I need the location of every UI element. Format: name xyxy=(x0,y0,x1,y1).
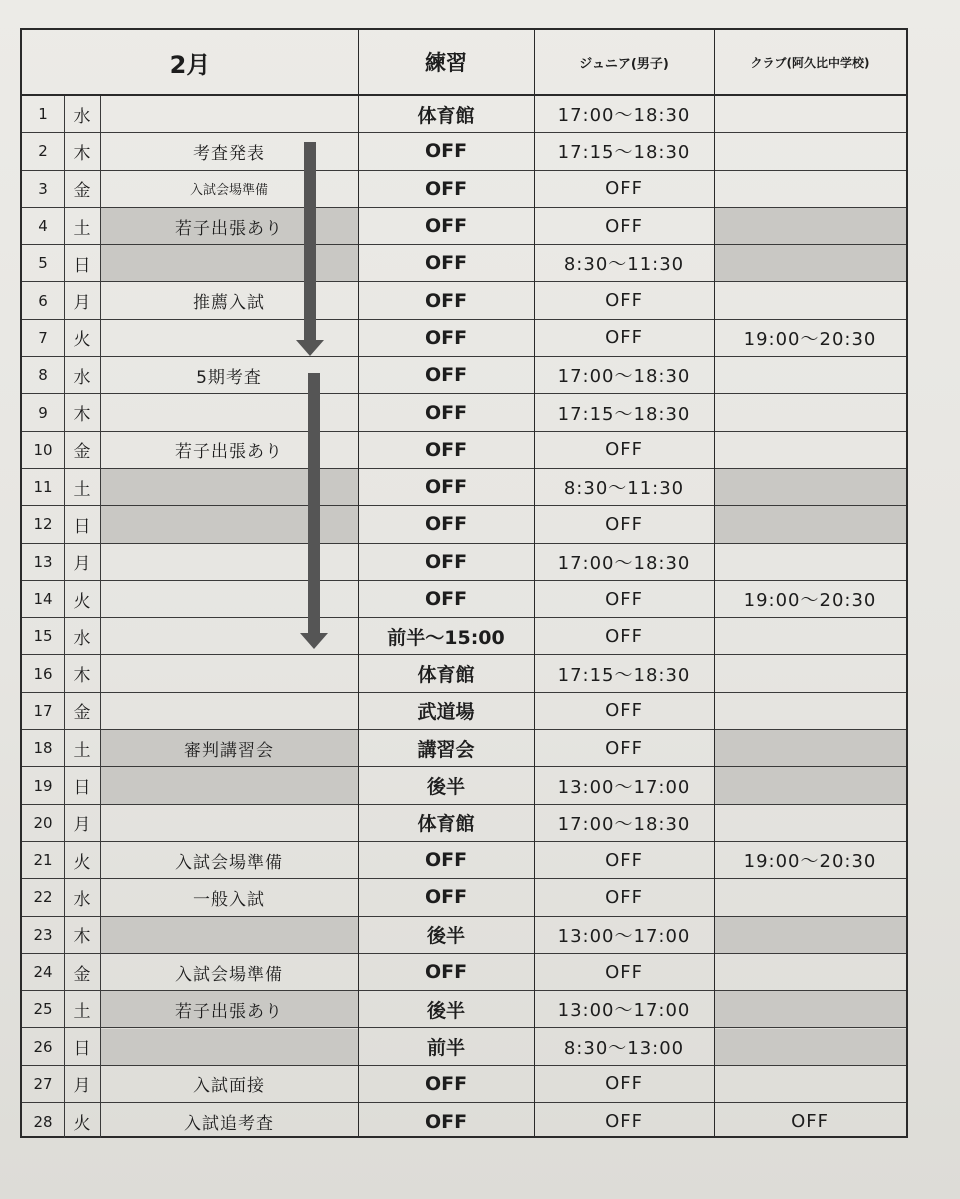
event-cell: 推薦入試 xyxy=(193,293,265,314)
club-cell xyxy=(714,917,906,953)
table-row xyxy=(22,954,906,991)
club-cell xyxy=(714,805,906,841)
junior-cell: 17:00〜18:30 xyxy=(557,366,691,388)
day-cell: 18 xyxy=(33,739,53,758)
junior-cell: 17:00〜18:30 xyxy=(557,552,691,574)
practice-cell: OFF xyxy=(424,588,468,611)
table-row xyxy=(22,879,906,916)
table-row xyxy=(22,1066,906,1103)
junior-cell: 17:15〜18:30 xyxy=(557,142,691,164)
practice-cell: OFF xyxy=(424,886,468,909)
club-cell: 19:00〜20:30 xyxy=(743,328,877,350)
header-month: 2月 xyxy=(169,50,211,79)
weekday-cell: 水 xyxy=(73,628,91,649)
junior-cell: OFF xyxy=(605,290,643,312)
club-cell xyxy=(714,618,906,654)
weekday-cell: 水 xyxy=(73,106,91,127)
table-row xyxy=(22,991,906,1028)
club-cell xyxy=(714,357,906,393)
club-cell xyxy=(714,693,906,729)
weekday-cell: 月 xyxy=(73,815,91,836)
weekday-cell: 土 xyxy=(73,218,91,239)
divider-event xyxy=(358,30,359,1136)
divider-practice xyxy=(534,30,535,1136)
day-cell: 17 xyxy=(33,701,53,720)
junior-cell: OFF xyxy=(605,886,643,908)
junior-cell: 8:30〜13:00 xyxy=(563,1037,685,1059)
table-row xyxy=(22,693,906,730)
club-cell: 19:00〜20:30 xyxy=(743,590,877,612)
club-cell: 19:00〜20:30 xyxy=(743,851,877,873)
event-cell xyxy=(100,693,358,729)
weekday-cell: 土 xyxy=(73,1001,91,1022)
day-cell: 15 xyxy=(33,627,53,646)
arrow-exam-period-2 xyxy=(308,373,320,635)
junior-cell: OFF xyxy=(605,849,643,871)
event-cell xyxy=(100,245,358,281)
weekday-cell: 木 xyxy=(73,405,91,426)
event-cell: 入試追考査 xyxy=(184,1114,274,1135)
event-cell: 入試会場準備 xyxy=(189,183,268,199)
weekday-cell: 土 xyxy=(73,479,91,500)
day-cell: 28 xyxy=(33,1112,53,1131)
weekday-cell: 月 xyxy=(73,554,91,575)
day-cell: 8 xyxy=(38,366,48,385)
day-cell: 10 xyxy=(33,440,53,459)
day-cell: 12 xyxy=(33,515,53,534)
day-cell: 11 xyxy=(33,478,53,497)
table-row xyxy=(22,656,906,693)
day-cell: 2 xyxy=(38,142,48,161)
junior-cell: OFF xyxy=(605,513,643,535)
club-cell xyxy=(714,991,906,1027)
event-cell xyxy=(100,96,358,132)
junior-cell: 8:30〜11:30 xyxy=(563,254,685,276)
event-cell: 一般入試 xyxy=(193,889,265,910)
table-row xyxy=(22,581,906,618)
weekday-cell: 金 xyxy=(73,181,91,202)
event-cell xyxy=(100,1029,358,1065)
club-cell xyxy=(714,171,906,207)
weekday-cell: 土 xyxy=(73,740,91,761)
event-cell: 入試面接 xyxy=(193,1076,265,1097)
practice-cell: 前半 xyxy=(426,1037,465,1060)
day-cell: 13 xyxy=(33,552,53,571)
practice-cell: 後半 xyxy=(426,999,465,1022)
practice-cell: 後半 xyxy=(426,776,465,799)
header-practice: 練習 xyxy=(425,51,467,75)
club-cell xyxy=(714,1066,906,1102)
divider-day xyxy=(64,96,65,1138)
weekday-cell: 火 xyxy=(73,330,91,351)
club-cell xyxy=(714,506,906,542)
event-cell: 審判講習会 xyxy=(184,740,274,761)
table-row xyxy=(22,1029,906,1066)
junior-cell: 13:00〜17:00 xyxy=(557,776,691,798)
practice-cell: 体育館 xyxy=(417,813,475,836)
event-cell: 若子出張あり xyxy=(175,1001,283,1022)
weekday-cell: 火 xyxy=(73,852,91,873)
practice-cell: 前半〜15:00 xyxy=(387,626,505,649)
day-cell: 6 xyxy=(38,291,48,310)
event-cell: 考査発表 xyxy=(193,143,265,164)
table-row xyxy=(22,767,906,804)
practice-cell: OFF xyxy=(424,961,468,984)
table-row xyxy=(22,805,906,842)
junior-cell: 13:00〜17:00 xyxy=(557,1000,691,1022)
club-cell: OFF xyxy=(791,1111,829,1133)
event-cell xyxy=(100,656,358,692)
practice-cell: 講習会 xyxy=(417,738,475,761)
junior-cell: 17:00〜18:30 xyxy=(557,813,691,835)
practice-cell: 体育館 xyxy=(417,104,475,127)
club-cell xyxy=(714,767,906,803)
weekday-cell: 日 xyxy=(73,255,91,276)
day-cell: 20 xyxy=(33,813,53,832)
day-cell: 22 xyxy=(33,888,53,907)
event-cell: 入試会場準備 xyxy=(175,852,283,873)
day-cell: 14 xyxy=(33,590,53,609)
club-cell xyxy=(714,730,906,766)
junior-cell: 17:15〜18:30 xyxy=(557,664,691,686)
day-cell: 5 xyxy=(38,254,48,273)
event-cell: 入試会場準備 xyxy=(175,964,283,985)
practice-cell: OFF xyxy=(424,252,468,275)
table-row xyxy=(22,208,906,245)
junior-cell: OFF xyxy=(605,1111,643,1133)
event-cell: 若子出張あり xyxy=(175,442,283,463)
practice-cell: OFF xyxy=(424,849,468,872)
event-cell: 若子出張あり xyxy=(175,218,283,239)
event-cell xyxy=(100,767,358,803)
arrow-exam-period-1 xyxy=(304,142,316,342)
table-row xyxy=(22,133,906,170)
day-cell: 1 xyxy=(38,105,48,124)
header-junior: ジュニア(男子) xyxy=(579,56,669,72)
junior-cell: 13:00〜17:00 xyxy=(557,925,691,947)
practice-cell: OFF xyxy=(424,326,468,349)
header-club: クラブ(阿久比中学校) xyxy=(750,55,870,70)
junior-cell: OFF xyxy=(605,1073,643,1095)
day-cell: 7 xyxy=(38,328,48,347)
practice-cell: 後半 xyxy=(426,925,465,948)
practice-cell: OFF xyxy=(424,438,468,461)
table-row xyxy=(22,245,906,282)
day-cell: 25 xyxy=(33,1000,53,1019)
junior-cell: 8:30〜11:30 xyxy=(563,478,685,500)
practice-cell: OFF xyxy=(424,289,468,312)
table-row xyxy=(22,544,906,581)
day-cell: 26 xyxy=(33,1037,53,1056)
event-cell xyxy=(100,917,358,953)
club-cell xyxy=(714,394,906,430)
junior-cell: 17:15〜18:30 xyxy=(557,403,691,425)
practice-cell: OFF xyxy=(424,1072,468,1095)
table-row xyxy=(22,1103,906,1140)
junior-cell: OFF xyxy=(605,439,643,461)
table-header-row xyxy=(22,30,906,96)
table-row xyxy=(22,842,906,879)
junior-cell: OFF xyxy=(605,178,643,200)
divider-junior xyxy=(714,30,715,1136)
club-cell xyxy=(714,432,906,468)
weekday-cell: 金 xyxy=(73,964,91,985)
day-cell: 3 xyxy=(38,179,48,198)
junior-cell: OFF xyxy=(605,737,643,759)
day-cell: 27 xyxy=(33,1074,53,1093)
table-row xyxy=(22,171,906,208)
table-row xyxy=(22,96,906,133)
table-row xyxy=(22,394,906,431)
day-cell: 23 xyxy=(33,925,53,944)
weekday-cell: 木 xyxy=(73,666,91,687)
weekday-cell: 月 xyxy=(73,1076,91,1097)
day-cell: 9 xyxy=(38,403,48,422)
practice-cell: 武道場 xyxy=(417,701,475,724)
weekday-cell: 水 xyxy=(73,889,91,910)
table-row xyxy=(22,917,906,954)
junior-cell: OFF xyxy=(605,588,643,610)
arrow-head-down-icon xyxy=(296,340,324,356)
junior-cell: 17:00〜18:30 xyxy=(557,105,691,127)
junior-cell: OFF xyxy=(605,700,643,722)
junior-cell: OFF xyxy=(605,961,643,983)
weekday-cell: 木 xyxy=(73,143,91,164)
club-cell xyxy=(714,283,906,319)
weekday-cell: 木 xyxy=(73,927,91,948)
weekday-cell: 日 xyxy=(73,778,91,799)
weekday-cell: 金 xyxy=(73,703,91,724)
practice-cell: OFF xyxy=(424,364,468,387)
junior-cell: OFF xyxy=(605,625,643,647)
weekday-cell: 日 xyxy=(73,1039,91,1060)
weekday-cell: 火 xyxy=(73,1114,91,1135)
club-cell xyxy=(714,469,906,505)
weekday-cell: 日 xyxy=(73,516,91,537)
practice-cell: OFF xyxy=(424,476,468,499)
table-row xyxy=(22,432,906,469)
weekday-cell: 金 xyxy=(73,442,91,463)
practice-cell: OFF xyxy=(424,401,468,424)
weekday-cell: 月 xyxy=(73,293,91,314)
day-cell: 4 xyxy=(38,217,48,236)
junior-cell: OFF xyxy=(605,327,643,349)
club-cell xyxy=(714,1029,906,1065)
event-cell: 5期考査 xyxy=(196,367,262,388)
table-row xyxy=(22,283,906,320)
table-row xyxy=(22,357,906,394)
day-cell: 21 xyxy=(33,851,53,870)
arrow-head-down-icon xyxy=(300,633,328,649)
club-cell xyxy=(714,208,906,244)
club-cell xyxy=(714,656,906,692)
junior-cell: OFF xyxy=(605,215,643,237)
weekday-cell: 火 xyxy=(73,591,91,612)
table-row xyxy=(22,618,906,655)
practice-cell: OFF xyxy=(424,140,468,163)
practice-cell: OFF xyxy=(424,1110,468,1133)
practice-cell: OFF xyxy=(424,550,468,573)
practice-cell: 体育館 xyxy=(417,664,475,687)
schedule-table xyxy=(20,28,908,1138)
club-cell xyxy=(714,544,906,580)
practice-cell: OFF xyxy=(424,215,468,238)
club-cell xyxy=(714,133,906,169)
day-cell: 24 xyxy=(33,963,53,982)
day-cell: 16 xyxy=(33,664,53,683)
table-row xyxy=(22,506,906,543)
divider-weekday xyxy=(100,96,101,1138)
club-cell xyxy=(714,879,906,915)
day-cell: 19 xyxy=(33,776,53,795)
weekday-cell: 水 xyxy=(73,367,91,388)
event-cell xyxy=(100,805,358,841)
table-row xyxy=(22,320,906,357)
table-row xyxy=(22,730,906,767)
table-row xyxy=(22,469,906,506)
practice-cell: OFF xyxy=(424,513,468,536)
club-cell xyxy=(714,954,906,990)
club-cell xyxy=(714,245,906,281)
practice-cell: OFF xyxy=(424,177,468,200)
club-cell xyxy=(714,96,906,132)
